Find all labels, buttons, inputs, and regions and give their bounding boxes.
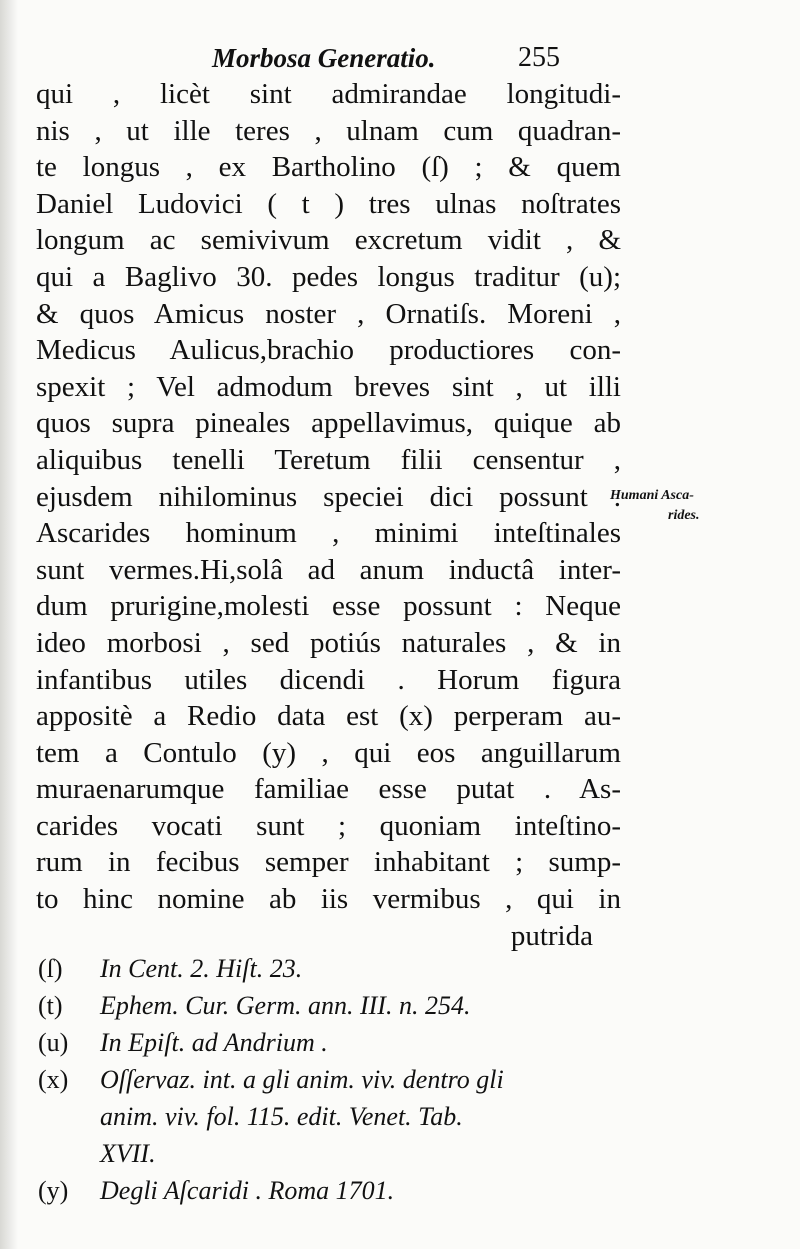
footnote-text: XVII. — [100, 1139, 156, 1168]
text-line: qui a Baglivo 30. pedes longus traditur (u); — [36, 260, 621, 293]
footnote — [38, 1061, 638, 1098]
text-line: carides vocati sunt ; quoniam inteſtino- — [36, 809, 621, 842]
text-line: tem a Contulo (y) , qui eos anguillarum — [36, 736, 621, 769]
footnotes — [38, 950, 638, 1209]
footnote-mark: (x) — [38, 1065, 69, 1094]
marginal-note-line: Humani Asca- — [610, 488, 694, 503]
page-header — [0, 38, 800, 78]
text-line: ideo morbosi , sed potiús naturales , & in — [36, 626, 621, 659]
marginal-note — [610, 486, 790, 526]
text-line: longum ac semivivum excretum vidit , & — [36, 224, 621, 257]
text-line: appositè a Redio data est (x) perperam au- — [36, 700, 621, 733]
running-title: Morbosa Generatio. — [212, 43, 436, 73]
text-line: ejusdem nihilominus speciei dici possunt . — [36, 480, 621, 513]
footnote-mark: (u) — [38, 1028, 69, 1057]
footnote — [38, 1172, 638, 1209]
footnote-text: In Epiſt. ad Andrium . — [100, 1028, 328, 1057]
footnote-text: Oſſervaz. int. a gli anim. viv. dentro gli — [100, 1065, 504, 1094]
footnote — [38, 987, 638, 1024]
text-line: quos supra pineales appellavimus, quique ab — [36, 407, 621, 440]
footnote-mark: (ſ) — [38, 954, 63, 983]
footnote — [38, 1024, 638, 1061]
marginal-note-line: rides. — [668, 508, 700, 523]
text-line: muraenarumque familiae esse putat . As- — [36, 773, 621, 806]
page-gutter-shadow — [0, 0, 18, 1249]
text-line: Medicus Aulicus,brachio productiores con- — [36, 334, 621, 367]
footnote-text: Ephem. Cur. Germ. ann. III. n. 254. — [100, 991, 471, 1020]
footnote-text: In Cent. 2. Hiſt. 23. — [100, 954, 303, 983]
text-line: aliquibus tenelli Teretum filii censentur , — [36, 443, 621, 476]
text-line: qui , licèt sint admirandae longitudi- — [36, 78, 621, 110]
footnote-continuation — [38, 1135, 638, 1172]
text-line: Ascarides hominum , minimi inteſtinales — [36, 517, 621, 550]
catchword: putrida — [510, 919, 593, 952]
text-line: dum prurigine,molesti esse possunt : Neque — [36, 590, 621, 623]
footnote-text: Degli Aſcaridi . Roma 1701. — [100, 1176, 395, 1205]
text-line: nis , ut ille teres , ulnam cum quadran- — [36, 114, 621, 147]
text-line: spexit ; Vel admodum breves sint , ut illi — [36, 370, 621, 403]
footnote-continuation — [38, 1098, 638, 1135]
text-line: to hinc nomine ab iis vermibus , qui in — [36, 883, 621, 916]
footnote — [38, 950, 638, 987]
footnote-mark: (t) — [38, 991, 63, 1020]
text-line: sunt vermes.Hi,solâ ad anum inductâ inter- — [36, 553, 621, 586]
text-line: te longus , ex Bartholino (ſ) ; & quem — [36, 151, 621, 184]
text-line: & quos Amicus noster , Ornatiſs. Moreni , — [36, 297, 621, 330]
text-line: Daniel Ludovici ( t ) tres ulnas noſtrates — [36, 187, 621, 220]
page-number: 255 — [518, 42, 560, 73]
text-line: rum in fecibus semper inhabitant ; sump- — [36, 846, 621, 879]
footnote-mark: (y) — [38, 1176, 69, 1205]
main-text-block — [36, 76, 621, 954]
footnote-text: anim. viv. fol. 115. edit. Venet. Tab. — [100, 1102, 463, 1131]
text-line: infantibus utiles dicendi . Horum figura — [36, 663, 621, 696]
